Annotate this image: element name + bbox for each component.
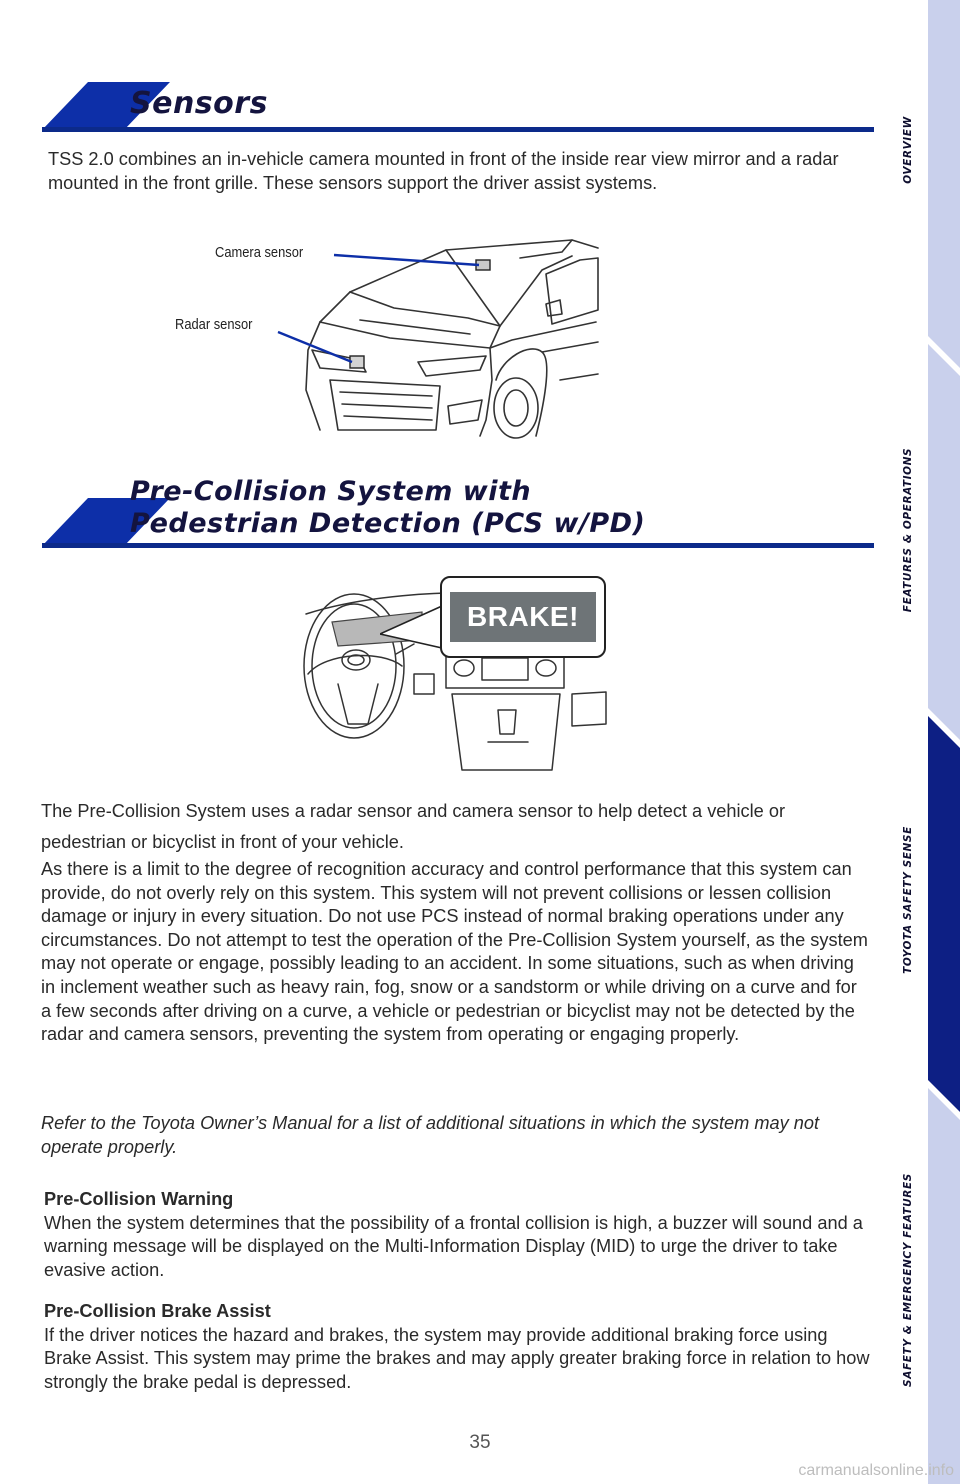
sidebar-label-features[interactable]: FEATURES & OPERATIONS — [902, 447, 915, 613]
section-title-line-1: Pre-Collision System with — [130, 476, 532, 507]
pcs-section-header — [42, 476, 874, 550]
vehicle-sensors-illustration — [200, 230, 610, 440]
pcs-brake-assist-body: If the driver notices the hazard and brakes, the system may provide additional braking force using Brake Assist. This system may prime the brakes and may apply greater braking force in relation to how strongly the brake pedal is depressed. — [44, 1324, 870, 1392]
pcs-warning-block — [44, 1188, 870, 1282]
pcs-warning-heading: Pre-Collision Warning — [44, 1189, 234, 1209]
pcs-brake-assist-block — [44, 1300, 870, 1394]
sidebar-label-overview[interactable]: OVERVIEW — [902, 116, 914, 184]
mid-screen — [450, 592, 596, 642]
watermark: carmanualsonline.info — [798, 1462, 954, 1479]
section-rule — [42, 127, 874, 132]
sidebar-tab-features — [928, 344, 960, 740]
page-number: 35 — [469, 1432, 491, 1453]
pcs-para-1: The Pre-Collision System uses a radar sensor and camera sensor to help detect a vehicle or pedestrian or bicyclist in front of your vehicle. — [41, 801, 786, 852]
pcs-owner-manual-note: Refer to the Toyota Owner’s Manual for a list of additional situations in which the system may not operate properly. — [41, 1113, 820, 1157]
sidebar-label-emergency[interactable]: SAFETY & EMERGENCY FEATURES — [902, 1173, 914, 1387]
sensors-section-header — [42, 80, 874, 134]
pcs-warning-body: When the system determines that the possibility of a frontal collision is high, a buzzer will sound and a warning message will be displayed on the Multi-Information Display (MID) to urge the driver to take evasive action. — [44, 1212, 863, 1280]
mid-callout-box — [440, 576, 606, 658]
section-title: Sensors — [130, 86, 268, 121]
brake-warning-text: BRAKE! — [467, 601, 579, 632]
pcs-brake-assist-heading: Pre-Collision Brake Assist — [44, 1301, 271, 1321]
sidebar-tab-safety-sense — [928, 716, 960, 1112]
sidebar-label-safety-sense[interactable]: TOYOTA SAFETY SENSE — [902, 826, 915, 974]
sensors-intro: TSS 2.0 combines an in-vehicle camera mounted in front of the inside rear view mirror and a radar mounted in the front grille. These sensors support the driver assist systems. — [48, 149, 839, 193]
section-title-line-2: Pedestrian Detection (PCS w/PD) — [130, 508, 646, 539]
radar-sensor-label: Radar sensor — [175, 316, 253, 333]
radar-sensor-mark — [350, 356, 364, 368]
section-rule — [42, 543, 874, 548]
pcs-para-2: As there is a limit to the degree of recognition accuracy and control performance that this system can provide, do not overly rely on this system. This system will not prevent collisions or lessen collision damage or injury in every situation. Do not use PCS instead of normal braking operations under any circumstances. Do not attempt to test the operation of the Pre-Collision System yourself, as the system may not operate or engage, possibly leading to an accident. In some situations, such as when driving in inclement weather such as heavy rain, fog, snow or a sandstorm or while driving on a curve and for a few seconds after driving on a curve, a vehicle or pedestrian or bicyclist may not be detected by the radar and camera sensors, preventing the system from operating or engaging properly. — [41, 859, 868, 1045]
chapter-sidebar — [928, 0, 960, 1484]
section-title — [130, 476, 645, 540]
sidebar-tab-overview — [928, 0, 960, 368]
camera-sensor-label: Camera sensor — [215, 244, 304, 261]
sidebar-tab-emergency — [928, 1088, 960, 1484]
